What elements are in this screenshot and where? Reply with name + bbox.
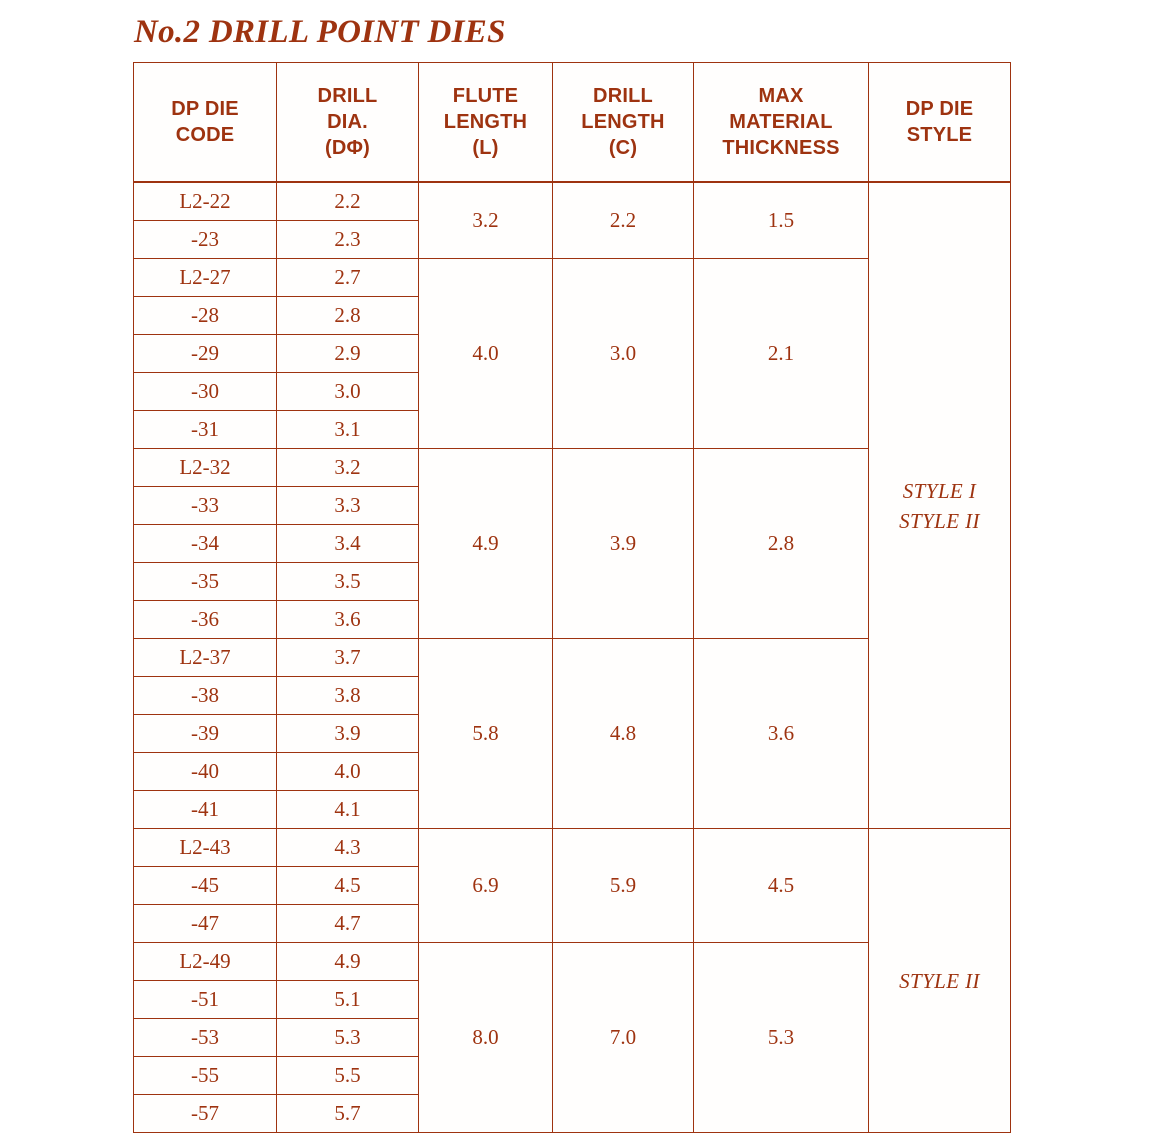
cell-dp-die-code: -30 <box>134 373 277 411</box>
cell-drill-length: 5.9 <box>553 829 694 943</box>
cell-drill-dia: 2.2 <box>277 182 419 221</box>
table-row <box>134 829 1011 867</box>
header-line: DP DIE <box>905 98 974 120</box>
column-header-max-material-thickness <box>694 63 869 183</box>
cell-max-material-thickness: 4.5 <box>694 829 869 943</box>
drill-point-dies-table <box>133 62 1011 1133</box>
table-body <box>134 182 1011 1133</box>
cell-dp-die-code: -33 <box>134 487 277 525</box>
cell-dp-die-code: -38 <box>134 677 277 715</box>
header-line: MATERIAL <box>729 111 833 133</box>
header-line: (L) <box>472 137 499 159</box>
cell-dp-die-code: L2-22 <box>134 182 277 221</box>
cell-drill-dia: 3.0 <box>277 373 419 411</box>
cell-drill-dia: 3.8 <box>277 677 419 715</box>
header-line: DRILL <box>593 85 653 107</box>
cell-dp-die-style <box>869 829 1011 1133</box>
cell-dp-die-code: -23 <box>134 221 277 259</box>
style-line: STYLE II <box>899 508 980 533</box>
cell-dp-die-code: -36 <box>134 601 277 639</box>
cell-flute-length: 3.2 <box>419 182 553 259</box>
cell-drill-length: 3.9 <box>553 449 694 639</box>
cell-dp-die-code: -53 <box>134 1019 277 1057</box>
cell-max-material-thickness: 2.8 <box>694 449 869 639</box>
cell-drill-dia: 5.3 <box>277 1019 419 1057</box>
header-line: (DΦ) <box>325 137 370 159</box>
cell-dp-die-code: L2-49 <box>134 943 277 981</box>
cell-max-material-thickness: 2.1 <box>694 259 869 449</box>
cell-drill-dia: 3.2 <box>277 449 419 487</box>
cell-drill-dia: 2.8 <box>277 297 419 335</box>
header-line: LENGTH <box>443 111 528 133</box>
cell-drill-length: 2.2 <box>553 182 694 259</box>
header-line: THICKNESS <box>722 137 840 159</box>
cell-dp-die-code: -55 <box>134 1057 277 1095</box>
cell-drill-length: 4.8 <box>553 639 694 829</box>
header-line: DIA. <box>327 111 368 133</box>
cell-dp-die-code: -41 <box>134 791 277 829</box>
table-header-row <box>134 63 1011 183</box>
table-row <box>134 182 1011 221</box>
cell-dp-die-code: -51 <box>134 981 277 1019</box>
cell-dp-die-code: L2-32 <box>134 449 277 487</box>
cell-drill-dia: 3.4 <box>277 525 419 563</box>
cell-drill-length: 7.0 <box>553 943 694 1133</box>
header-line: FLUTE <box>452 85 519 107</box>
column-header-dp-die-code <box>134 63 277 183</box>
cell-max-material-thickness: 5.3 <box>694 943 869 1133</box>
cell-drill-dia: 3.9 <box>277 715 419 753</box>
cell-drill-dia: 3.6 <box>277 601 419 639</box>
header-line: DP DIE <box>171 98 239 120</box>
cell-flute-length: 6.9 <box>419 829 553 943</box>
cell-drill-dia: 4.7 <box>277 905 419 943</box>
cell-drill-dia: 2.7 <box>277 259 419 297</box>
cell-dp-die-code: -45 <box>134 867 277 905</box>
column-header-dp-die-style <box>869 63 1011 183</box>
cell-drill-dia: 4.9 <box>277 943 419 981</box>
cell-dp-die-code: -28 <box>134 297 277 335</box>
cell-flute-length: 8.0 <box>419 943 553 1133</box>
cell-dp-die-code: L2-27 <box>134 259 277 297</box>
cell-dp-die-code: -31 <box>134 411 277 449</box>
cell-dp-die-style <box>869 182 1011 829</box>
cell-drill-dia: 4.5 <box>277 867 419 905</box>
cell-drill-dia: 5.1 <box>277 981 419 1019</box>
cell-flute-length: 4.0 <box>419 259 553 449</box>
cell-dp-die-code: -34 <box>134 525 277 563</box>
cell-drill-dia: 3.7 <box>277 639 419 677</box>
cell-flute-length: 4.9 <box>419 449 553 639</box>
cell-drill-dia: 4.0 <box>277 753 419 791</box>
cell-dp-die-code: -35 <box>134 563 277 601</box>
cell-drill-dia: 3.1 <box>277 411 419 449</box>
cell-drill-dia: 5.7 <box>277 1095 419 1133</box>
cell-max-material-thickness: 1.5 <box>694 182 869 259</box>
cell-dp-die-code: -40 <box>134 753 277 791</box>
cell-dp-die-code: L2-43 <box>134 829 277 867</box>
cell-dp-die-code: -29 <box>134 335 277 373</box>
page-title: No.2 DRILL POINT DIES <box>134 14 506 50</box>
cell-drill-length: 3.0 <box>553 259 694 449</box>
style-line: STYLE II <box>899 968 980 993</box>
column-header-drill-dia <box>277 63 419 183</box>
cell-max-material-thickness: 3.6 <box>694 639 869 829</box>
header-line: DRILL <box>317 85 378 107</box>
column-header-drill-length <box>553 63 694 183</box>
header-line: STYLE <box>906 124 973 146</box>
cell-drill-dia: 3.3 <box>277 487 419 525</box>
cell-flute-length: 5.8 <box>419 639 553 829</box>
column-header-flute-length <box>419 63 553 183</box>
cell-drill-dia: 2.3 <box>277 221 419 259</box>
header-line: MAX <box>758 85 804 107</box>
cell-drill-dia: 4.3 <box>277 829 419 867</box>
cell-dp-die-code: -39 <box>134 715 277 753</box>
header-line: LENGTH <box>581 111 665 133</box>
cell-dp-die-code: -57 <box>134 1095 277 1133</box>
cell-drill-dia: 3.5 <box>277 563 419 601</box>
cell-drill-dia: 2.9 <box>277 335 419 373</box>
header-line: CODE <box>175 124 235 146</box>
cell-dp-die-code: L2-37 <box>134 639 277 677</box>
cell-drill-dia: 5.5 <box>277 1057 419 1095</box>
header-line: (C) <box>608 137 638 159</box>
style-line: STYLE I <box>902 478 977 503</box>
table-header <box>134 63 1011 183</box>
cell-drill-dia: 4.1 <box>277 791 419 829</box>
cell-dp-die-code: -47 <box>134 905 277 943</box>
